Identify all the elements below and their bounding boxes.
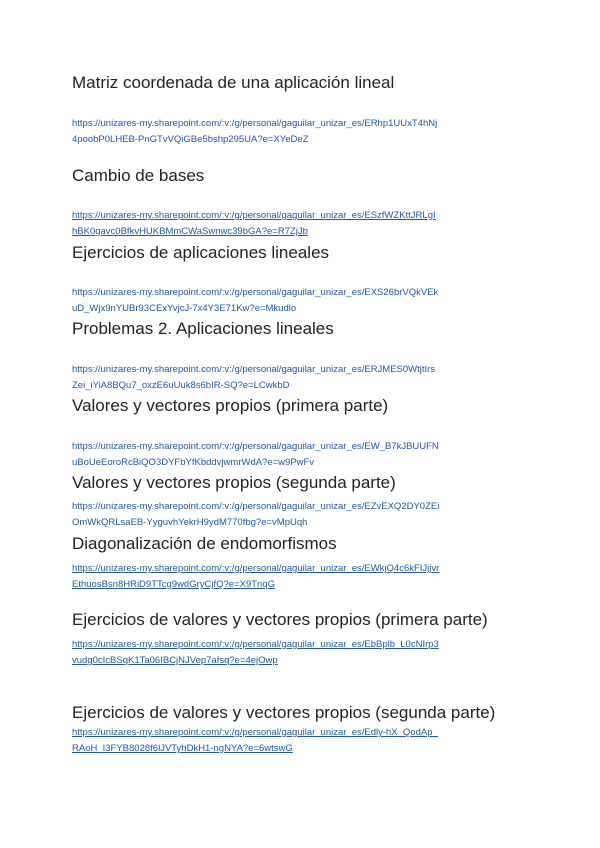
link-line[interactable]: https://unizares-my.sharepoint.com/:v:/g/personal/gaguilar_unizar_es/EW_B7kJBUUFN bbox=[72, 441, 439, 452]
link-line[interactable]: https://unizares-my.sharepoint.com/:v:/g/personal/gaguilar_unizar_es/EZvEXQ2DY0ZEi bbox=[72, 501, 440, 512]
video-link[interactable] bbox=[72, 208, 532, 240]
link-line[interactable]: uBoUeEoroRcBiQO3DYFbYfKbddvjwmrWdA?e=w9PwFv bbox=[72, 457, 315, 468]
link-line[interactable]: https://unizares-my.sharepoint.com/:v:/g/personal/gaguilar_unizar_es/ERhp1UUxT4hNj bbox=[72, 118, 438, 129]
video-link[interactable] bbox=[72, 362, 532, 394]
link-line[interactable]: uD_Wjx9nYUBr93CExYvjcJ-7x4Y3E71Kw?e=Mkudlo bbox=[72, 303, 297, 314]
link-line[interactable]: OmWkQRLsaEB-YyguvhYekrH9ydM770fbg?e=vMpUqh bbox=[72, 517, 308, 528]
link-line[interactable]: https://unizares-my.sharepoint.com/:v:/g/personal/gaguilar_unizar_es/ESzfWZKttJRLgI bbox=[72, 210, 436, 221]
section-heading: Matriz coordenada de una aplicación lineal bbox=[72, 73, 395, 92]
link-line[interactable]: https://unizares-my.sharepoint.com/:v:/g/personal/gaguilar_unizar_es/ERJMES0WtjtIrs bbox=[72, 364, 436, 375]
video-link[interactable] bbox=[72, 499, 532, 531]
section-heading: Valores y vectores propios (segunda parte) bbox=[72, 473, 396, 492]
link-line[interactable]: 4poobP0LHEB-PnGTvVQiGBe5bshp295UA?e=XYeDeZ bbox=[72, 134, 309, 145]
link-line[interactable]: https://unizares-my.sharepoint.com/:v:/g/personal/gaguilar_unizar_es/Edly-hX_QodAp_ bbox=[72, 727, 438, 738]
video-link[interactable] bbox=[72, 725, 532, 757]
video-link[interactable] bbox=[72, 637, 532, 669]
section-heading: Diagonalización de endomorfismos bbox=[72, 534, 337, 553]
section-heading: Cambio de bases bbox=[72, 166, 205, 185]
section-heading: Ejercicios de valores y vectores propios (primera parte) bbox=[72, 610, 488, 629]
section-heading: Valores y vectores propios (primera parte) bbox=[72, 396, 389, 415]
video-link[interactable] bbox=[72, 561, 532, 593]
video-link[interactable] bbox=[72, 439, 532, 471]
link-line[interactable]: hBK0gavc0BfkvHUKBMmCWaSwnwc39bGA?e=R7ZjJb bbox=[72, 226, 308, 237]
link-line[interactable]: https://unizares-my.sharepoint.com/:v:/g/personal/gaguilar_unizar_es/EWkjQ4c6kFIJjjvr bbox=[72, 563, 440, 574]
section-heading: Ejercicios de valores y vectores propios (segunda parte) bbox=[72, 703, 496, 722]
link-line[interactable]: https://unizares-my.sharepoint.com/:v:/g/personal/gaguilar_unizar_es/EbBplb_L0cNIrp3 bbox=[72, 639, 439, 650]
video-link[interactable] bbox=[72, 285, 532, 317]
link-line[interactable]: vudg0cIcBSqK1Ta06IBCjNJVep7afsq?e=4ejOwp bbox=[72, 655, 278, 666]
link-line[interactable]: Zei_iYiA8BQu7_oxzE6uUuk8s6bIR-SQ?e=LCwkbD bbox=[72, 380, 290, 391]
link-line[interactable]: RAoH_I3FYB8028f6lJVTyhDkH1-ngNYA?e=6wtswG bbox=[72, 743, 293, 754]
video-link[interactable] bbox=[72, 116, 532, 148]
section-heading: Ejercicios de aplicaciones lineales bbox=[72, 243, 330, 262]
link-line[interactable]: https://unizares-my.sharepoint.com/:v:/g/personal/gaguilar_unizar_es/EXS26brVQkVEk bbox=[72, 287, 439, 298]
link-line[interactable]: EthuosBsn8HRiD9TTcg9wdGryCjfQ?e=X9TnqG bbox=[72, 579, 276, 590]
section-heading: Problemas 2. Aplicaciones lineales bbox=[72, 319, 334, 338]
